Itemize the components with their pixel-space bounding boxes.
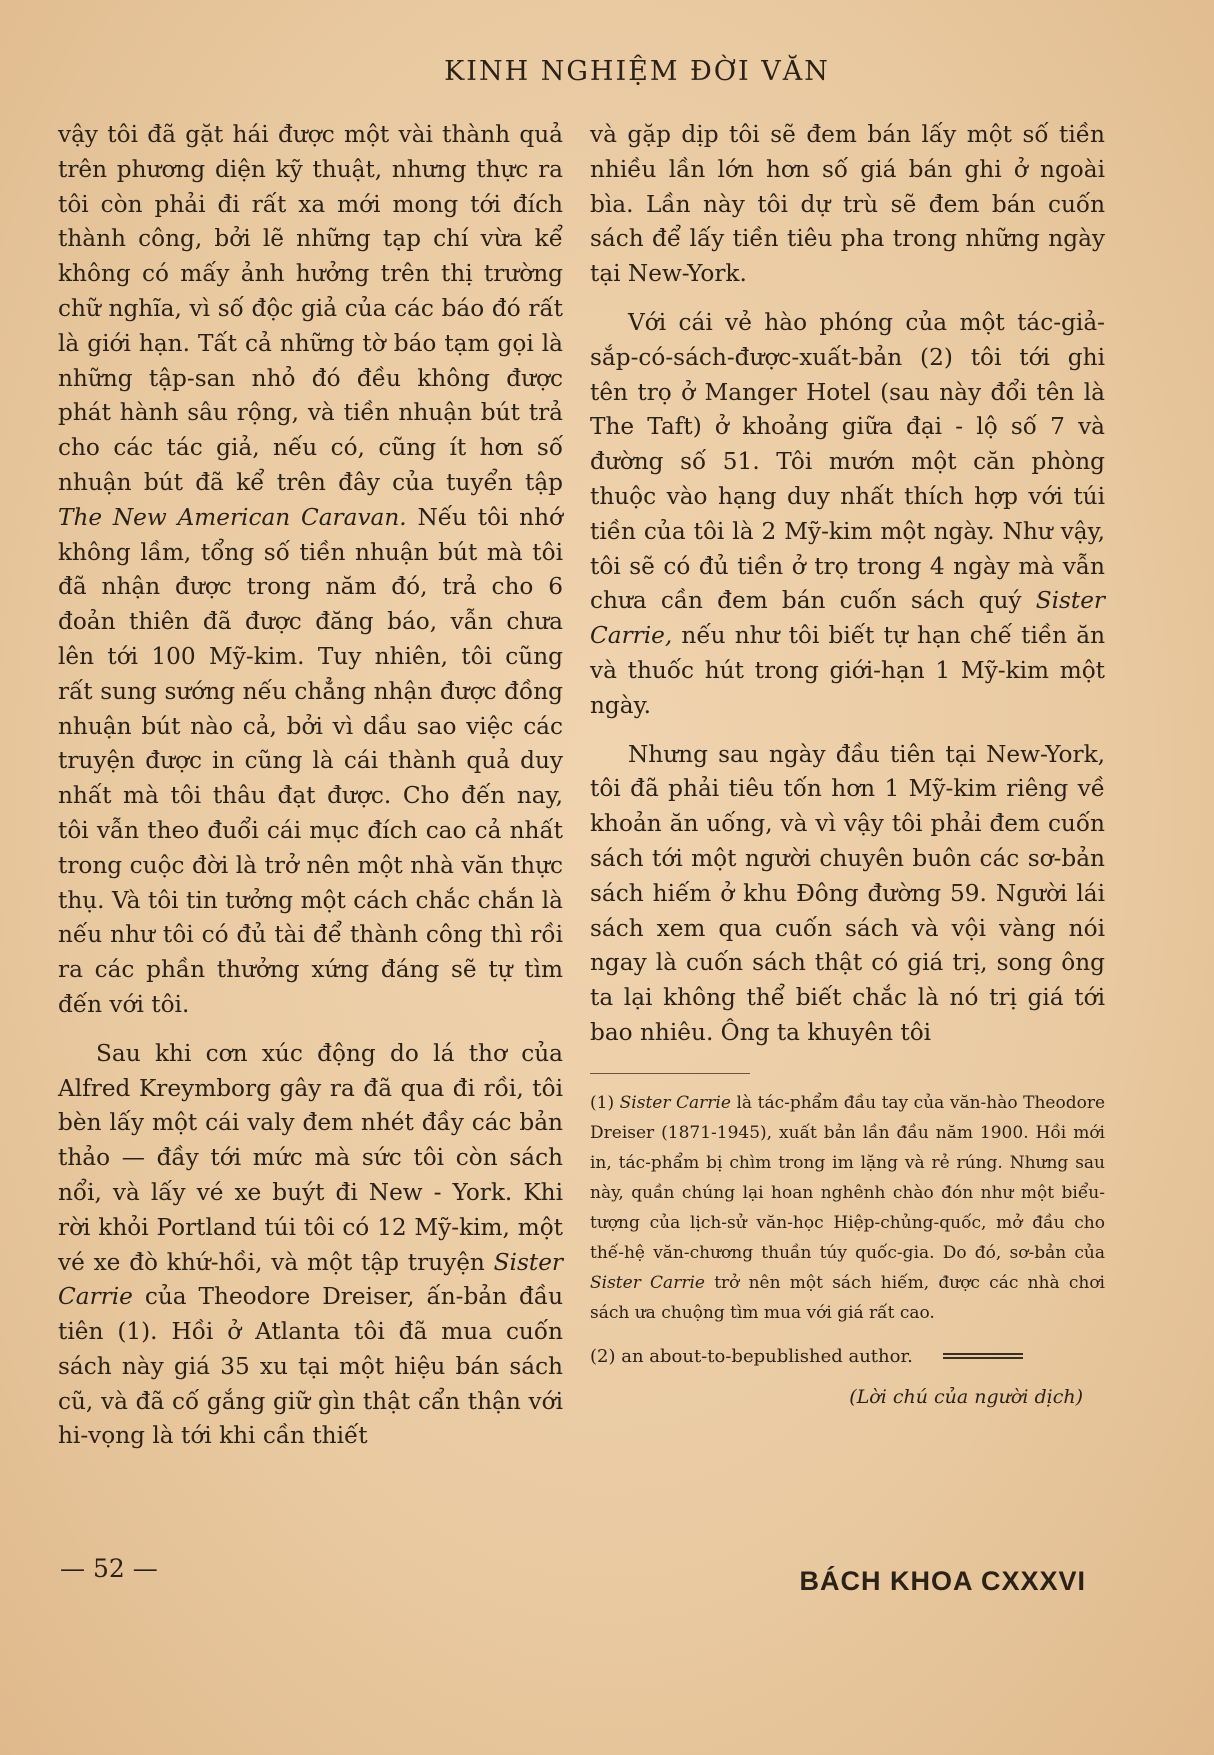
translator-credit: (Lời chú của người dịch) [849, 1385, 1083, 1408]
footnote-divider [590, 1073, 750, 1074]
left-paragraph-2 [58, 1037, 563, 1455]
right-paragraph-1: và gặp dịp tôi sẽ đem bán lấy một số tiền nhiều lần lớn hơn số giá bán ghi ở ngoài bìa. Lần này tôi dự trù sẽ đem bán cuốn sách để lấy tiền tiêu pha trong những ngày tại New-York. [590, 121, 1105, 288]
footnote-1-marker: (1) [590, 1092, 615, 1113]
book-title-sister-carrie: Sister Carrie [58, 1248, 563, 1311]
ornament-rule [943, 1353, 1023, 1361]
footnote-1 [590, 1088, 1105, 1328]
left-paragraph-1 [58, 118, 563, 1023]
left-paragraph-2-text: Sau khi cơn xúc động do lá thơ của Alfred Kreymborg gây ra đã qua đi rồi, tôi bèn lấy một cái valy đem nhét đầy các bản thảo — đầy tới mức mà sức tôi còn sách nổi, và lấy vé xe buýt đi New - York. Khi rời khỏi Portland túi tôi có 12 Mỹ-kim, một vé xe đò khứ-hồi, và một tập truyện [58, 1039, 563, 1276]
left-paragraph-2-rest: của Theodore Dreiser, ấn-bản đầu tiên (1). Hồi ở Atlanta tôi đã mua cuốn sách này giá 35 xu tại một hiệu bán sách cũ, và đã cố gắng giữ gìn thật cẩn thận với hi-vọng là tới khi cần thiết [58, 1283, 564, 1450]
book-title-sister-carrie-2: Sister Carrie, [590, 587, 1106, 650]
right-paragraph-3: Nhưng sau ngày đầu tiên tại New-York, tôi đã phải tiêu tốn hơn 1 Mỹ-kim riêng về khoản ăn uống, và vì vậy tôi phải đem cuốn sách tới một người chuyên buôn các sơ-bản sách hiếm ở khu Đông đường 59. Người lái sách xem qua cuốn sách và vội vàng nói ngay là cuốn sách thật có giá trị, song ông ta lại không thể biết chắc là nó trị giá tới bao nhiêu. Ông ta khuyên tôi [590, 740, 1105, 1046]
footnote-1-text: là tác-phẩm đầu tay của văn-hào Theodore Dreiser (1871-1945), xuất bản lần đầu năm 1900. Hồi mới in, tác-phẩm bị chìm trong im lặng và rẻ rúng. Nhưng sau này, quần chúng lại hoan nghênh chào đón như một biểu-tượng của lịch-sử văn-học Hiệp-chủng-quốc, mở đầu cho thế-hệ văn-chương thuần túy quốc-gia. Do đó, sơ-bản của [590, 1092, 1106, 1263]
running-title: KINH NGHIỆM ĐỜI VĂN [444, 56, 830, 87]
magazine-issue: BÁCH KHOA CXXXVI [799, 1566, 1086, 1596]
page-number: — 52 — [60, 1554, 158, 1583]
right-column [590, 118, 1105, 1415]
right-paragraph-2-text: Với cái vẻ hào phóng của một tác-giả-sắp-có-sách-được-xuất-bản (2) tôi tới ghi tên trọ ở Manger Hotel (sau này đổi tên là The Taft) ở khoảng giữa đại - lộ số 7 và đường số 51. Tôi mướn một căn phòng thuộc vào hạng duy nhất thích hợp với túi tiền của tôi là 2 Mỹ-kim một ngày. Như vậy, tôi sẽ có đủ tiền ở trọ trong 4 ngày mà vẫn chưa cần đem bán cuốn sách quý [590, 308, 1105, 615]
left-paragraph-1-text: vậy tôi đã gặt hái được một vài thành quả trên phương diện kỹ thuật, nhưng thực ra tôi còn phải đi rất xa mới mong tới đích thành công, bởi lẽ những tạp chí vừa kể không có mấy ảnh hưởng trên thị trường chữ nghĩa, vì số độc giả của các báo đó rất là giới hạn. Tất cả những tờ báo tạm gọi là những tập-san nhỏ đó đều không được phát hành sâu rộng, và tiền nhuận bút trả cho các tác giả, nếu có, cũng ít hơn số nhuận bút đã kể trên đây của tuyển tập [58, 121, 563, 496]
footnote-1-text-2: trở nên một sách hiếm, được các nhà chơi sách ưa chuộng tìm mua với giá rất cao. [590, 1272, 1105, 1323]
left-column [58, 118, 563, 1454]
left-paragraph-1-rest: Nếu tôi nhớ không lầm, tổng số tiền nhuận bút mà tôi đã nhận được trong năm đó, trả cho 6 đoản thiên đã được đăng báo, vẫn chưa lên tới 100 Mỹ-kim. Tuy nhiên, tôi cũng rất sung sướng nếu chẳng nhận được đồng nhuận bút nào cả, bởi vì dầu sao việc các truyện được in cũng là cái thành quả duy nhất mà tôi thâu đạt được. Cho đến nay, tôi vẫn theo đuổi cái mục đích cao cả nhất trong cuộc đời là trở nên một nhà văn thực thụ. Và tôi tin tưởng một cách chắc chắn là nếu như tôi có đủ tài để thành công thì rồi ra các phần thưởng xứng đáng sẽ tự tìm đến với tôi. [58, 503, 563, 1018]
footnote-1-title: Sister Carrie [619, 1092, 731, 1113]
book-title-caravan: The New American Caravan. [58, 503, 407, 531]
right-paragraph-2 [590, 306, 1105, 724]
footnote-1-title-2: Sister Carrie [590, 1272, 705, 1293]
footnote-2 [590, 1342, 1105, 1372]
footnote-2-text: (2) an about-to-bepublished author. [590, 1345, 913, 1367]
right-paragraph-2-rest: nếu như tôi biết tự hạn chế tiền ăn và thuốc hút trong giới-hạn 1 Mỹ-kim một ngày. [590, 622, 1105, 719]
